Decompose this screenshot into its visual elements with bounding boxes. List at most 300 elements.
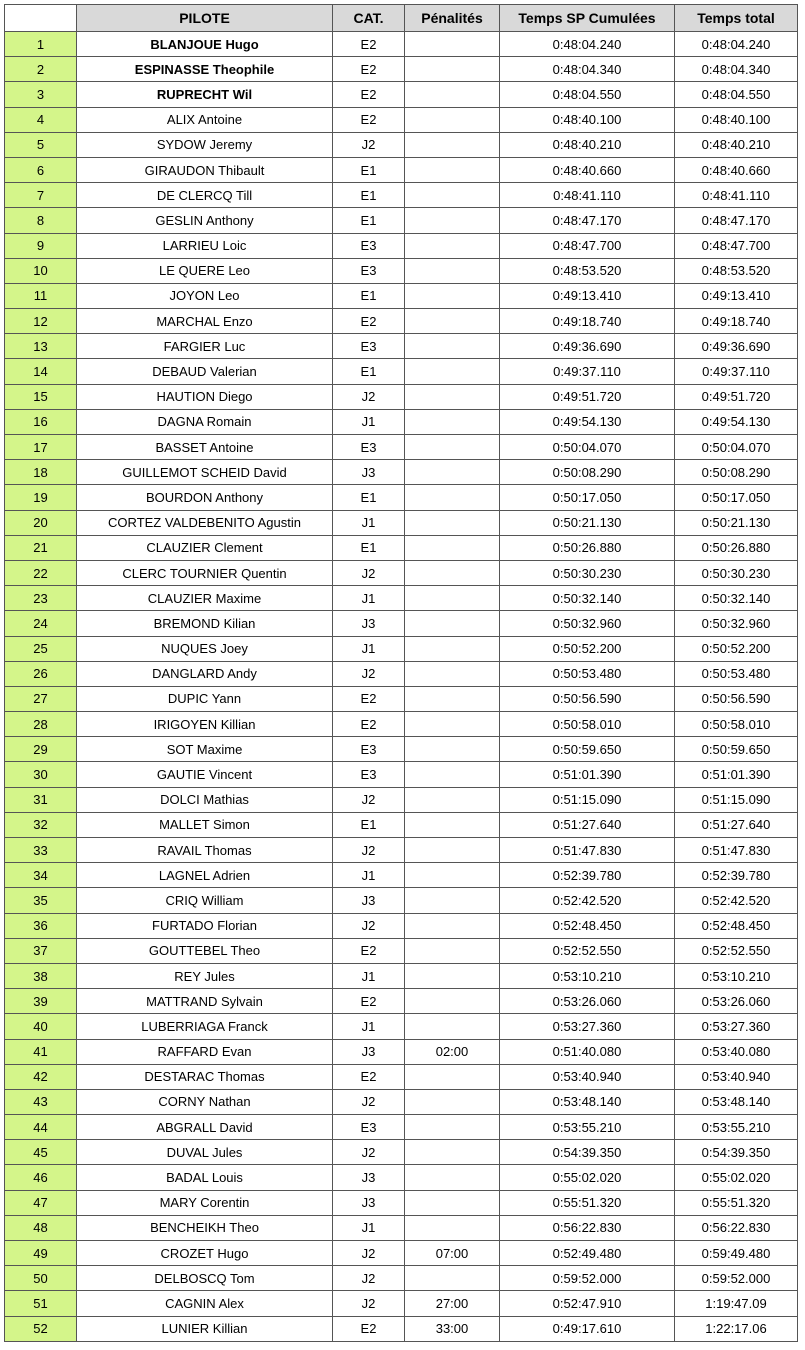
table-row — [5, 686, 798, 711]
penalty-cell — [405, 208, 500, 233]
table-row — [5, 157, 798, 182]
table-row — [5, 309, 798, 334]
temps-sp-cell: 0:50:32.960 — [500, 611, 675, 636]
category-cell: E3 — [333, 737, 405, 762]
temps-sp-cell: 0:50:30.230 — [500, 560, 675, 585]
penalty-cell: 27:00 — [405, 1291, 500, 1316]
pilote-cell: DEBAUD Valerian — [77, 359, 333, 384]
temps-sp-cell: 0:52:42.520 — [500, 888, 675, 913]
temps-sp-cell: 0:50:21.130 — [500, 510, 675, 535]
penalty-cell — [405, 938, 500, 963]
pilote-cell: IRIGOYEN Killian — [77, 712, 333, 737]
table-row — [5, 1190, 798, 1215]
temps-total-cell: 0:54:39.350 — [675, 1140, 798, 1165]
rank-cell: 9 — [5, 233, 77, 258]
table-row — [5, 737, 798, 762]
temps-sp-cell: 0:51:01.390 — [500, 762, 675, 787]
temps-total-cell: 0:52:48.450 — [675, 913, 798, 938]
table-row — [5, 1014, 798, 1039]
table-row — [5, 636, 798, 661]
rank-cell: 37 — [5, 938, 77, 963]
table-row — [5, 183, 798, 208]
rank-cell: 35 — [5, 888, 77, 913]
penalty-cell: 02:00 — [405, 1039, 500, 1064]
temps-sp-cell: 0:53:40.940 — [500, 1064, 675, 1089]
rank-cell: 40 — [5, 1014, 77, 1039]
pilote-cell: FARGIER Luc — [77, 334, 333, 359]
table-row — [5, 611, 798, 636]
pilote-cell: CORTEZ VALDEBENITO Agustin — [77, 510, 333, 535]
pilote-cell: CAGNIN Alex — [77, 1291, 333, 1316]
temps-total-cell: 0:50:52.200 — [675, 636, 798, 661]
temps-total-cell: 0:48:41.110 — [675, 183, 798, 208]
pilote-cell: BENCHEIKH Theo — [77, 1215, 333, 1240]
penalty-cell — [405, 863, 500, 888]
temps-total-cell: 0:48:47.170 — [675, 208, 798, 233]
temps-total-cell: 0:49:51.720 — [675, 384, 798, 409]
temps-sp-cell: 0:48:04.240 — [500, 32, 675, 57]
rank-cell: 16 — [5, 409, 77, 434]
penalty-cell — [405, 1266, 500, 1291]
pilote-cell: DOLCI Mathias — [77, 787, 333, 812]
rank-cell: 27 — [5, 686, 77, 711]
temps-total-cell: 0:49:36.690 — [675, 334, 798, 359]
temps-sp-cell: 0:48:40.100 — [500, 107, 675, 132]
rank-cell: 49 — [5, 1241, 77, 1266]
table-row — [5, 1266, 798, 1291]
temps-total-cell: 0:50:53.480 — [675, 661, 798, 686]
temps-sp-cell: 0:50:56.590 — [500, 686, 675, 711]
temps-sp-cell: 0:49:54.130 — [500, 409, 675, 434]
temps-total-cell: 0:50:04.070 — [675, 435, 798, 460]
pilote-cell: BOURDON Anthony — [77, 485, 333, 510]
penalty-cell — [405, 435, 500, 460]
rank-cell: 5 — [5, 132, 77, 157]
temps-total-cell: 0:56:22.830 — [675, 1215, 798, 1240]
pilote-cell: DE CLERCQ Till — [77, 183, 333, 208]
pilote-cell: GOUTTEBEL Theo — [77, 938, 333, 963]
rank-cell: 43 — [5, 1089, 77, 1114]
category-cell: J2 — [333, 787, 405, 812]
penalty-cell — [405, 57, 500, 82]
pilote-cell: MALLET Simon — [77, 812, 333, 837]
table-row — [5, 334, 798, 359]
table-row — [5, 1039, 798, 1064]
temps-sp-cell: 0:48:53.520 — [500, 258, 675, 283]
temps-sp-cell: 0:48:41.110 — [500, 183, 675, 208]
category-cell: J1 — [333, 1014, 405, 1039]
category-cell: J3 — [333, 611, 405, 636]
rank-cell: 12 — [5, 309, 77, 334]
category-cell: E3 — [333, 1115, 405, 1140]
pilote-cell: BADAL Louis — [77, 1165, 333, 1190]
pilote-cell: HAUTION Diego — [77, 384, 333, 409]
temps-total-cell: 1:22:17.06 — [675, 1316, 798, 1341]
rank-cell: 47 — [5, 1190, 77, 1215]
temps-total-cell: 0:55:02.020 — [675, 1165, 798, 1190]
temps-total-cell: 0:51:27.640 — [675, 812, 798, 837]
temps-total-cell: 0:53:48.140 — [675, 1089, 798, 1114]
temps-total-cell: 0:49:37.110 — [675, 359, 798, 384]
temps-sp-cell: 0:50:08.290 — [500, 460, 675, 485]
category-cell: J1 — [333, 863, 405, 888]
temps-sp-cell: 0:50:58.010 — [500, 712, 675, 737]
category-cell: E1 — [333, 812, 405, 837]
table-row — [5, 812, 798, 837]
category-cell: E2 — [333, 107, 405, 132]
penalty-cell — [405, 1215, 500, 1240]
penalty-cell — [405, 1089, 500, 1114]
category-cell: J1 — [333, 963, 405, 988]
category-cell: J3 — [333, 888, 405, 913]
table-row — [5, 888, 798, 913]
table-row — [5, 535, 798, 560]
pilote-cell: MARY Corentin — [77, 1190, 333, 1215]
temps-sp-cell: 0:53:55.210 — [500, 1115, 675, 1140]
temps-total-cell: 0:53:40.940 — [675, 1064, 798, 1089]
rank-cell: 21 — [5, 535, 77, 560]
category-cell: J3 — [333, 460, 405, 485]
table-row — [5, 838, 798, 863]
temps-total-cell: 0:50:59.650 — [675, 737, 798, 762]
temps-total-cell: 0:48:04.340 — [675, 57, 798, 82]
table-row — [5, 233, 798, 258]
penalty-cell — [405, 1165, 500, 1190]
pilote-cell: GAUTIE Vincent — [77, 762, 333, 787]
table-row — [5, 863, 798, 888]
temps-sp-cell: 0:51:47.830 — [500, 838, 675, 863]
rank-cell: 17 — [5, 435, 77, 460]
temps-total-cell: 0:55:51.320 — [675, 1190, 798, 1215]
rank-cell: 25 — [5, 636, 77, 661]
temps-sp-cell: 0:48:47.700 — [500, 233, 675, 258]
temps-total-cell: 0:50:30.230 — [675, 560, 798, 585]
pilote-cell: DUVAL Jules — [77, 1140, 333, 1165]
rank-cell: 51 — [5, 1291, 77, 1316]
category-cell: E3 — [333, 334, 405, 359]
pilote-cell: MARCHAL Enzo — [77, 309, 333, 334]
pilote-cell: BASSET Antoine — [77, 435, 333, 460]
rank-cell: 32 — [5, 812, 77, 837]
table-body — [5, 32, 798, 1342]
penalty-cell — [405, 1115, 500, 1140]
penalty-cell — [405, 334, 500, 359]
rank-cell: 31 — [5, 787, 77, 812]
temps-sp-cell: 0:48:04.550 — [500, 82, 675, 107]
rank-cell: 24 — [5, 611, 77, 636]
temps-sp-cell: 0:53:10.210 — [500, 963, 675, 988]
temps-sp-cell: 0:49:36.690 — [500, 334, 675, 359]
temps-total-cell: 0:53:26.060 — [675, 989, 798, 1014]
category-cell: J2 — [333, 1291, 405, 1316]
pilote-cell: RAVAIL Thomas — [77, 838, 333, 863]
temps-sp-cell: 0:53:27.360 — [500, 1014, 675, 1039]
rank-cell: 20 — [5, 510, 77, 535]
temps-total-cell: 0:48:40.100 — [675, 107, 798, 132]
table-row — [5, 132, 798, 157]
table-row — [5, 963, 798, 988]
category-cell: J1 — [333, 586, 405, 611]
table-row — [5, 57, 798, 82]
penalty-cell — [405, 611, 500, 636]
temps-total-cell: 0:50:21.130 — [675, 510, 798, 535]
category-cell: E2 — [333, 686, 405, 711]
rank-cell: 14 — [5, 359, 77, 384]
category-cell: E2 — [333, 32, 405, 57]
temps-total-cell: 0:52:39.780 — [675, 863, 798, 888]
rank-cell: 33 — [5, 838, 77, 863]
rank-cell: 46 — [5, 1165, 77, 1190]
penalty-cell — [405, 1064, 500, 1089]
temps-sp-cell: 0:50:26.880 — [500, 535, 675, 560]
temps-total-cell: 0:51:15.090 — [675, 787, 798, 812]
temps-sp-cell: 0:55:02.020 — [500, 1165, 675, 1190]
temps-sp-cell: 0:50:59.650 — [500, 737, 675, 762]
pilote-cell: NUQUES Joey — [77, 636, 333, 661]
category-cell: E2 — [333, 989, 405, 1014]
pilote-cell: JOYON Leo — [77, 283, 333, 308]
penalty-cell — [405, 283, 500, 308]
temps-total-cell: 0:49:54.130 — [675, 409, 798, 434]
category-cell: E3 — [333, 233, 405, 258]
category-cell: E1 — [333, 359, 405, 384]
rank-cell: 23 — [5, 586, 77, 611]
table-row — [5, 1215, 798, 1240]
temps-total-cell: 0:50:56.590 — [675, 686, 798, 711]
rank-cell: 8 — [5, 208, 77, 233]
pilote-cell: DANGLARD Andy — [77, 661, 333, 686]
temps-total-cell: 0:53:27.360 — [675, 1014, 798, 1039]
penalty-cell — [405, 157, 500, 182]
temps-total-cell: 0:48:04.240 — [675, 32, 798, 57]
table-row — [5, 107, 798, 132]
pilote-cell: ABGRALL David — [77, 1115, 333, 1140]
penalty-cell — [405, 359, 500, 384]
table-row — [5, 712, 798, 737]
temps-sp-cell: 0:51:40.080 — [500, 1039, 675, 1064]
pilote-cell: GUILLEMOT SCHEID David — [77, 460, 333, 485]
pilote-cell: REY Jules — [77, 963, 333, 988]
category-cell: E3 — [333, 258, 405, 283]
penalty-cell — [405, 1140, 500, 1165]
pilote-cell: LE QUERE Leo — [77, 258, 333, 283]
penalty-cell — [405, 460, 500, 485]
category-cell: J2 — [333, 1266, 405, 1291]
category-cell: J1 — [333, 510, 405, 535]
rank-cell: 44 — [5, 1115, 77, 1140]
temps-sp-cell: 0:52:47.910 — [500, 1291, 675, 1316]
temps-total-cell: 0:53:40.080 — [675, 1039, 798, 1064]
rank-cell: 41 — [5, 1039, 77, 1064]
rank-cell: 18 — [5, 460, 77, 485]
table-row — [5, 762, 798, 787]
table-header — [5, 5, 798, 32]
category-cell: J1 — [333, 636, 405, 661]
category-cell: E2 — [333, 82, 405, 107]
penalty-cell — [405, 636, 500, 661]
category-cell: J1 — [333, 409, 405, 434]
results-table — [4, 4, 798, 1342]
rank-cell: 36 — [5, 913, 77, 938]
penalty-cell — [405, 1190, 500, 1215]
temps-sp-cell: 0:52:39.780 — [500, 863, 675, 888]
header-rank — [5, 5, 77, 32]
table-row — [5, 1064, 798, 1089]
penalty-cell — [405, 32, 500, 57]
pilote-cell: LAGNEL Adrien — [77, 863, 333, 888]
penalty-cell — [405, 485, 500, 510]
temps-total-cell: 0:59:52.000 — [675, 1266, 798, 1291]
penalty-cell — [405, 384, 500, 409]
temps-sp-cell: 0:51:15.090 — [500, 787, 675, 812]
temps-sp-cell: 0:51:27.640 — [500, 812, 675, 837]
pilote-cell: BREMOND Kilian — [77, 611, 333, 636]
temps-sp-cell: 0:48:04.340 — [500, 57, 675, 82]
category-cell: E1 — [333, 485, 405, 510]
header-penalites: Pénalités — [405, 5, 500, 32]
pilote-cell: GESLIN Anthony — [77, 208, 333, 233]
category-cell: E1 — [333, 183, 405, 208]
temps-sp-cell: 0:50:17.050 — [500, 485, 675, 510]
rank-cell: 38 — [5, 963, 77, 988]
penalty-cell — [405, 838, 500, 863]
temps-sp-cell: 0:50:52.200 — [500, 636, 675, 661]
penalty-cell — [405, 913, 500, 938]
category-cell: J3 — [333, 1165, 405, 1190]
rank-cell: 28 — [5, 712, 77, 737]
rank-cell: 50 — [5, 1266, 77, 1291]
penalty-cell — [405, 888, 500, 913]
temps-total-cell: 0:50:17.050 — [675, 485, 798, 510]
table-row — [5, 435, 798, 460]
penalty-cell — [405, 787, 500, 812]
temps-total-cell: 0:53:55.210 — [675, 1115, 798, 1140]
temps-sp-cell: 0:50:32.140 — [500, 586, 675, 611]
penalty-cell — [405, 1014, 500, 1039]
temps-total-cell: 0:49:13.410 — [675, 283, 798, 308]
category-cell: J2 — [333, 560, 405, 585]
temps-total-cell: 1:19:47.09 — [675, 1291, 798, 1316]
penalty-cell — [405, 989, 500, 1014]
rank-cell: 48 — [5, 1215, 77, 1240]
penalty-cell — [405, 309, 500, 334]
rank-cell: 7 — [5, 183, 77, 208]
table-row — [5, 460, 798, 485]
table-row — [5, 989, 798, 1014]
pilote-cell: CORNY Nathan — [77, 1089, 333, 1114]
temps-sp-cell: 0:48:40.210 — [500, 132, 675, 157]
category-cell: E2 — [333, 938, 405, 963]
table-row — [5, 1165, 798, 1190]
table-row — [5, 1316, 798, 1341]
table-row — [5, 485, 798, 510]
pilote-cell: MATTRAND Sylvain — [77, 989, 333, 1014]
table-row — [5, 1140, 798, 1165]
temps-sp-cell: 0:59:52.000 — [500, 1266, 675, 1291]
temps-sp-cell: 0:53:26.060 — [500, 989, 675, 1014]
category-cell: E2 — [333, 712, 405, 737]
header-temps-sp: Temps SP Cumulées — [500, 5, 675, 32]
penalty-cell — [405, 132, 500, 157]
rank-cell: 19 — [5, 485, 77, 510]
category-cell: J2 — [333, 384, 405, 409]
temps-sp-cell: 0:56:22.830 — [500, 1215, 675, 1240]
table-row — [5, 586, 798, 611]
penalty-cell — [405, 712, 500, 737]
penalty-cell — [405, 409, 500, 434]
temps-total-cell: 0:48:04.550 — [675, 82, 798, 107]
temps-sp-cell: 0:49:17.610 — [500, 1316, 675, 1341]
temps-sp-cell: 0:52:48.450 — [500, 913, 675, 938]
rank-cell: 39 — [5, 989, 77, 1014]
rank-cell: 29 — [5, 737, 77, 762]
category-cell: E2 — [333, 309, 405, 334]
temps-sp-cell: 0:55:51.320 — [500, 1190, 675, 1215]
penalty-cell — [405, 762, 500, 787]
pilote-cell: CLAUZIER Maxime — [77, 586, 333, 611]
temps-total-cell: 0:51:47.830 — [675, 838, 798, 863]
category-cell: E2 — [333, 1064, 405, 1089]
penalty-cell — [405, 661, 500, 686]
penalty-cell — [405, 535, 500, 560]
pilote-cell: CLAUZIER Clement — [77, 535, 333, 560]
table-row — [5, 510, 798, 535]
temps-total-cell: 0:50:26.880 — [675, 535, 798, 560]
table-row — [5, 560, 798, 585]
temps-total-cell: 0:50:32.960 — [675, 611, 798, 636]
table-row — [5, 208, 798, 233]
category-cell: E3 — [333, 435, 405, 460]
category-cell: J3 — [333, 1039, 405, 1064]
table-row — [5, 82, 798, 107]
temps-total-cell: 0:48:53.520 — [675, 258, 798, 283]
temps-sp-cell: 0:48:40.660 — [500, 157, 675, 182]
pilote-cell: CLERC TOURNIER Quentin — [77, 560, 333, 585]
table-row — [5, 938, 798, 963]
rank-cell: 11 — [5, 283, 77, 308]
category-cell: J2 — [333, 1241, 405, 1266]
temps-sp-cell: 0:49:51.720 — [500, 384, 675, 409]
penalty-cell — [405, 686, 500, 711]
category-cell: J3 — [333, 1190, 405, 1215]
table-row — [5, 661, 798, 686]
pilote-cell: LUNIER Killian — [77, 1316, 333, 1341]
penalty-cell — [405, 586, 500, 611]
temps-sp-cell: 0:49:18.740 — [500, 309, 675, 334]
category-cell: E2 — [333, 57, 405, 82]
table-row — [5, 283, 798, 308]
table-row — [5, 32, 798, 57]
category-cell: E1 — [333, 157, 405, 182]
rank-cell: 22 — [5, 560, 77, 585]
penalty-cell — [405, 258, 500, 283]
temps-sp-cell: 0:48:47.170 — [500, 208, 675, 233]
temps-total-cell: 0:48:47.700 — [675, 233, 798, 258]
rank-cell: 34 — [5, 863, 77, 888]
category-cell: J2 — [333, 913, 405, 938]
temps-total-cell: 0:50:32.140 — [675, 586, 798, 611]
temps-sp-cell: 0:50:04.070 — [500, 435, 675, 460]
pilote-cell: ALIX Antoine — [77, 107, 333, 132]
header-cat: CAT. — [333, 5, 405, 32]
temps-total-cell: 0:48:40.210 — [675, 132, 798, 157]
rank-cell: 30 — [5, 762, 77, 787]
rank-cell: 6 — [5, 157, 77, 182]
temps-total-cell: 0:48:40.660 — [675, 157, 798, 182]
pilote-cell: DELBOSCQ Tom — [77, 1266, 333, 1291]
pilote-cell: BLANJOUE Hugo — [77, 32, 333, 57]
penalty-cell: 33:00 — [405, 1316, 500, 1341]
